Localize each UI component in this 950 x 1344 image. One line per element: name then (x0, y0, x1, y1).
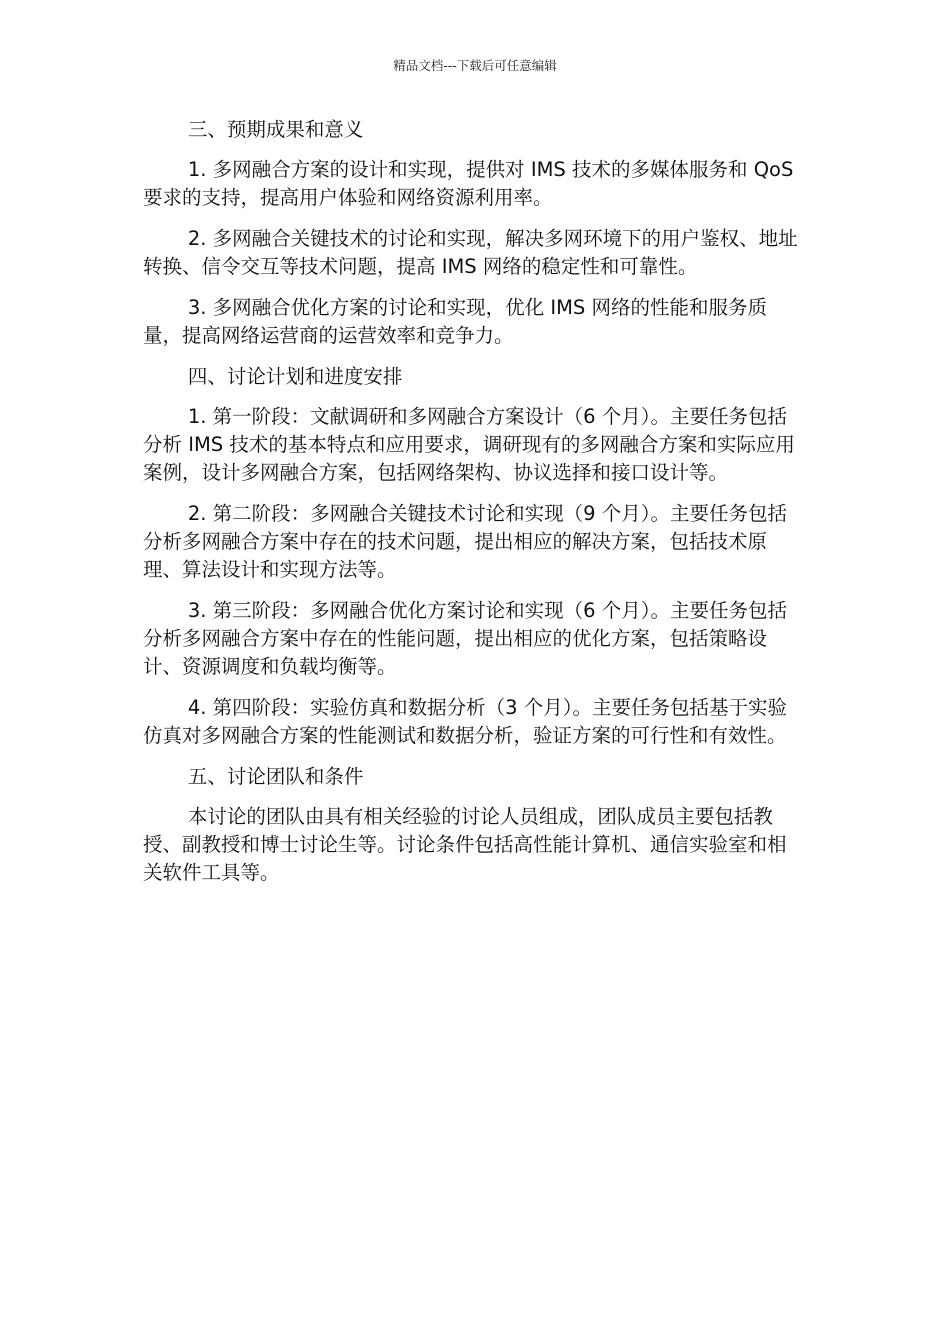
paragraph-stage-2: 2. 第二阶段：多网融合关键技术讨论和实现（9 个月）。主要任务包括分析多网融合方案中存在的技术问题，提出相应的解决方案，包括技术原理、算法设计和实现方法等。 (143, 502, 788, 581)
section-heading-3: 三、预期成果和意义 (187, 118, 364, 141)
document-body (143, 116, 803, 900)
page-header: 精品文档---下载后可任意编辑 (393, 58, 557, 73)
paragraph-outcome-1: 1. 多网融合方案的设计和实现，提供对 IMS 技术的多媒体服务和 QoS 要求的支持，提高用户体验和网络资源利用率。 (143, 158, 794, 209)
paragraph-stage-3: 3. 第三阶段：多网融合优化方案讨论和实现（6 个月）。主要任务包括分析多网融合方案中存在的性能问题，提出相应的优化方案，包括策略设计、资源调度和负载均衡等。 (143, 599, 788, 678)
section-heading-4: 四、讨论计划和进度安排 (187, 365, 403, 388)
paragraph-stage-4: 4. 第四阶段：实验仿真和数据分析（3 个月）。主要任务包括基于实验仿真对多网融合方案的性能测试和数据分析，验证方案的可行性和有效性。 (143, 696, 788, 747)
paragraph-outcome-3: 3. 多网融合优化方案的讨论和实现，优化 IMS 网络的性能和服务质量，提高网络运营商的运营效率和竞争力。 (143, 296, 767, 347)
section-heading-5: 五、讨论团队和条件 (187, 765, 364, 788)
paragraph-team: 本讨论的团队由具有相关经验的讨论人员组成，团队成员主要包括教授、副教授和博士讨论生等。讨论条件包括高性能计算机、通信实验室和相关软件工具等。 (143, 805, 787, 884)
paragraph-outcome-2: 2. 多网融合关键技术的讨论和实现，解决多网环境下的用户鉴权、地址转换、信令交互等技术问题，提高 IMS 网络的稳定性和可靠性。 (143, 227, 798, 278)
paragraph-stage-1: 1. 第一阶段：文献调研和多网融合方案设计（6 个月）。主要任务包括分析 IMS 技术的基本特点和应用要求，调研现有的多网融合方案和实际应用案例，设计多网融合方案，包括网络架构、协议选择和接口设计等。 (143, 405, 795, 484)
